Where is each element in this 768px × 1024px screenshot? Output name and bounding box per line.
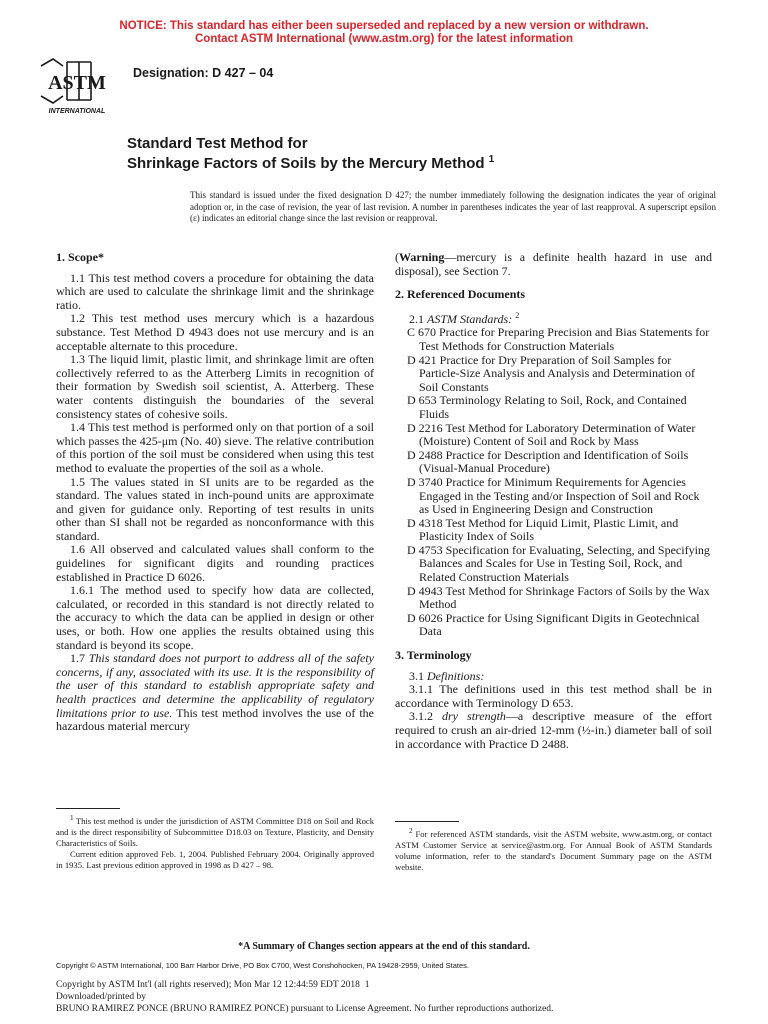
footnote-rule-right [395,821,459,822]
astm-standards-text: ASTM Standards: [427,311,513,326]
astm-logo [33,56,121,118]
reference-item: D 3740 Practice for Minimum Requirements for Agencies Engaged in the Testing and/or Inspection of Soil and Rock as Used in Engineering Design and Construction [407,474,700,517]
reference-item: D 6026 Practice for Using Significant Digits in Geotechnical Data [407,610,700,639]
summary-of-changes-note: *A Summary of Changes section appears at the end of this standard. [238,941,530,952]
notice-line-1: NOTICE: This standard has either been superseded and replaced by a new version or withdrawn. [119,20,649,32]
para-1-5: 1.5 The values stated in SI units are to be regarded as the standard. The values stated in inch-pound units are approximate and given for guidance only. Reporting of test results in units other than SI shall not be regarded as nonconformance with this standard. [56,474,374,543]
astm-standards-mark: 2 [515,310,520,320]
issuance-statement: This standard is issued under the fixed designation D 427; the number immediately following the designation indicates the year of original adoption or, in the case of revision, the year of last revision. A number in parentheses indicates the year of last reapproval. A superscript epsilon (ε) indicates an editorial change since the last revision or reapproval. [190,190,716,223]
page-number: 1 [364,980,370,990]
para-1-6: 1.6 All observed and calculated values shall conform to the guidelines for significant digits and rounding practices established in Practice D 6026. [56,542,374,584]
footnote-2 [395,826,712,873]
para-1-3: 1.3 The liquid limit, plastic limit, and shrinkage limit are often collectively referred to as the Atterberg Limits in recognition of their formation by Swedish soil scientist, A. Atterberg. These water contents distinguish the boundaries of the several consistency states of cohesive soils. [56,352,374,421]
license-copyright: Copyright by ASTM Int'l (all rights reserved); Mon Mar 12 12:44:59 EDT 2018 [56,980,360,990]
referenced-documents-heading: 2. Referenced Documents [395,287,526,302]
document-title [127,134,494,176]
notice-line-2: Contact ASTM International (www.astm.org) for the latest information [194,33,574,45]
reference-item: D 421 Practice for Dry Preparation of Soil Samples for Particle-Size Analysis and Analysis and Determination of Soil Constants [407,352,695,394]
footnote-left [56,813,374,871]
footnote-1-text: This test method is under the jurisdiction of ASTM Committee D18 on Soil and Rock and is the direct responsibility of Subcommittee D18.03 on Texture, Plasticity, and Density Characteristics of Soils. [56,815,374,848]
reference-item: D 653 Terminology Relating to Soil, Rock, and Contained Fluids [407,393,687,421]
footnote-2-text: For referenced ASTM standards, visit the ASTM website, www.astm.org, or contact ASTM Customer Service at service@astm.org. For Annual Book of ASTM Standards volume information, refer to the standard's Document Summary page on the ASTM website. [395,828,712,872]
title-line-2 [127,154,494,176]
license-line-2: Downloaded/printed by [56,992,146,1002]
para-1-2: 1.2 This test method uses mercury which is a hazardous substance. Test Method D 4943 does not use mercury and is an acceptable alternate to this procedure. [56,311,374,353]
warning-text: (Warning—mercury is a definite health hazard in use and disposal), see Section 7. [395,250,712,278]
footnote-1-mark: 1 [70,814,74,822]
para-1-1: 1.1 This test method covers a procedure for obtaining the data which are used to calculate the shrinkage limit and the shrinkage ratio. [56,270,374,312]
para-1-7-italic: This standard does not purport to address all of the safety concerns, if any, associated with its use. It is the responsibility of the user of this standard to establish appropriate safety and health practices and determine the applicability of regulatory limitations prior to use. [56,651,374,720]
notice-banner [0,20,768,46]
footnote-right [395,826,712,873]
footnote-rule-left [56,808,120,809]
reference-item: D 4753 Specification for Evaluating, Selecting, and Specifying Balances and Scales for Use in Testing Soil, Rock, and Related Construction Materials [407,542,710,585]
warning-label: Warning [399,250,445,264]
astm-standards-label [395,309,712,327]
footnote-2-mark: 2 [409,827,413,835]
para-3-1-2-term: dry strength [442,709,506,724]
copyright-line: Copyright © ASTM International, 100 Barr Harbor Drive, PO Box C700, West Conshohocken, PA 19428-2959, United States. [56,961,469,970]
warning-rest: —mercury is a definite health hazard in use and disposal), see Section 7. [395,250,712,278]
scope-heading: 1. Scope* [56,250,104,264]
reference-item: D 4943 Test Method for Shrinkage Factors of Soils by the Wax Method [407,583,710,612]
reference-item: D 2216 Test Method for Laboratory Determination of Water (Moisture) Content of Soil and Rock by Mass [407,420,696,449]
license-block [56,979,553,1015]
para-1-7-number: 1.7 [70,651,85,666]
left-column [56,251,374,734]
reference-item: C 670 Practice for Preparing Precision and Bias Statements for Test Methods for Construction Materials [407,325,710,353]
footnote-1 [56,813,374,849]
reference-list [395,326,712,639]
para-3-1-1: 3.1.1 The definitions used in this test method shall be in accordance with Terminology D 653. [395,682,712,710]
para-3-1-2-rest: —a descriptive measure of the effort required to crush an air-dried 12-mm (½-in.) diameter ball of soil in accordance with Practice D 2488. [395,709,713,751]
astm-logo-text: ASTM [48,72,106,94]
footnote-1-edition: Current edition approved Feb. 1, 2004. Published February 2004. Originally approved in 1935. Last previous edition approved in 1998 as D 427 – 98. [56,848,374,870]
title-line-2-text: Shrinkage Factors of Soils by the Mercury Method [127,155,485,172]
terminology-heading: 3. Terminology [395,648,472,663]
para-1-6-1: 1.6.1 The method used to specify how data are collected, calculated, or recorded in this standard is not directly related to the accuracy to which the data can be applied in design or other uses, or both. How one applies the results obtained using this standard is beyond its scope. [56,583,374,652]
reference-item: D 4318 Test Method for Liquid Limit, Plastic Limit, and Plasticity Index of Soils [407,515,679,544]
definitions-number: 3.1 [409,668,424,683]
designation: Designation: D 427 – 04 [133,66,274,80]
para-1-7-tail: This test method involves the use of the hazardous material mercury [56,705,375,734]
astm-standards-number: 2.1 [409,311,424,326]
para-3-1-2-number: 3.1.2 [409,709,433,724]
definitions-label [395,670,712,684]
para-1-4: 1.4 This test method is performed only on that portion of a soil which passes the 425-μm (No. 40) sieve. The relative contribution of this portion of the soil must be considered when using this test method to evaluate the properties of the soil as a whole. [56,420,374,475]
license-line-1 [56,979,553,991]
title-line-1: Standard Test Method for [127,135,308,152]
license-line-3: BRUNO RAMIREZ PONCE (BRUNO RAMIREZ PONCE) pursuant to License Agreement. No further reproductions authorized. [56,1004,554,1014]
para-3-1-2 [395,710,712,751]
definitions-text: Definitions: [427,668,485,683]
right-column [395,251,712,751]
astm-logo-subtext: INTERNATIONAL [48,108,106,115]
para-1-7 [56,652,374,734]
title-footnote-mark: 1 [488,154,495,165]
reference-item: D 2488 Practice for Description and Identification of Soils (Visual-Manual Procedure) [407,447,689,476]
